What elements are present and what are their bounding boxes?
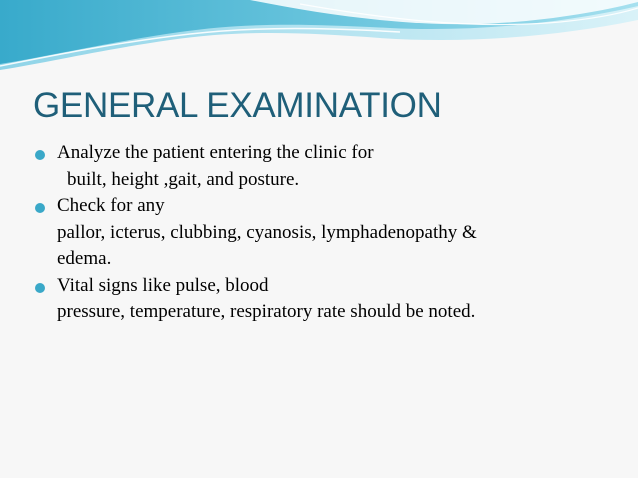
bullet-icon bbox=[35, 203, 45, 213]
bullet-icon bbox=[35, 150, 45, 160]
bullet-text-line: edema. bbox=[57, 248, 112, 269]
slide-title: GENERAL EXAMINATION bbox=[33, 86, 442, 125]
bullet-text-line: built, height ,gait, and posture. bbox=[67, 168, 300, 190]
header-wave-banner bbox=[0, 0, 638, 80]
list-item bbox=[34, 193, 614, 273]
bullet-text-line: pressure, temperature, respiratory rate should be noted. bbox=[57, 301, 476, 322]
bullet-text-line: Check for any bbox=[57, 195, 165, 216]
bullet-text-line: pallor, icterus, clubbing, cyanosis, lymphadenopathy & bbox=[57, 221, 477, 243]
bullet-text-line: Vital signs like pulse, blood bbox=[57, 274, 269, 296]
list-item bbox=[34, 273, 614, 326]
bullet-text-line: Analyze the patient entering the clinic for bbox=[57, 142, 374, 163]
list-item bbox=[34, 140, 614, 193]
bullet-icon bbox=[35, 283, 45, 293]
bullet-list bbox=[34, 140, 614, 326]
